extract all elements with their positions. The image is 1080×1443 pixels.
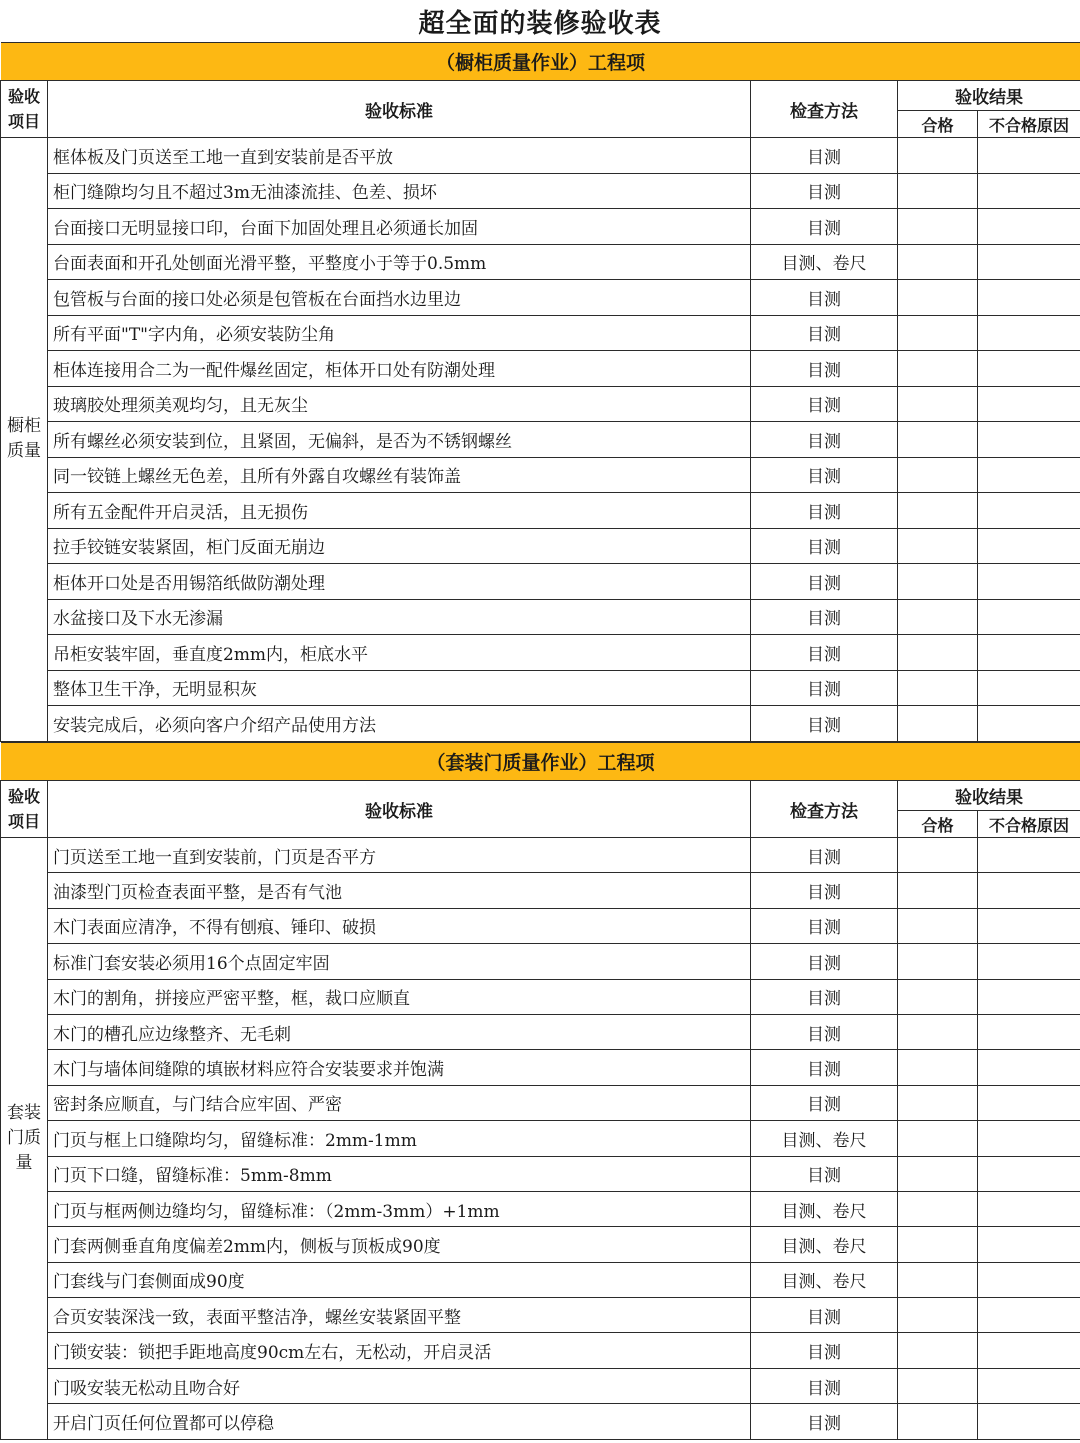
standard-cell: 吊柜安装牢固，垂直度2mm内，柜底水平 bbox=[48, 635, 751, 671]
table-row bbox=[1, 1368, 1080, 1403]
pass-cell[interactable] bbox=[898, 528, 978, 564]
pass-cell[interactable] bbox=[898, 1014, 978, 1049]
table-row bbox=[1, 1227, 1080, 1262]
method-cell: 目测 bbox=[751, 670, 898, 706]
fail-reason-cell[interactable] bbox=[978, 422, 1080, 458]
standard-cell: 门页送至工地一直到安装前，门页是否平方 bbox=[48, 838, 751, 873]
section-band-door: （套装门质量作业）工程项 bbox=[1, 743, 1080, 781]
pass-cell[interactable] bbox=[898, 979, 978, 1014]
table-row bbox=[1, 173, 1080, 209]
standard-cell: 柜体连接用合二为一配件爆丝固定，柜体开口处有防潮处理 bbox=[48, 351, 751, 387]
table-row bbox=[1, 209, 1080, 245]
standard-cell: 木门表面应清净，不得有刨痕、锤印、破损 bbox=[48, 908, 751, 943]
method-cell: 目测 bbox=[751, 979, 898, 1014]
method-column-header: 检查方法 bbox=[751, 81, 898, 138]
fail-reason-cell[interactable] bbox=[978, 1262, 1080, 1297]
method-cell: 目测 bbox=[751, 457, 898, 493]
standard-cell: 台面表面和开孔处刨面光滑平整，平整度小于等于0.5mm bbox=[48, 244, 751, 280]
table-row bbox=[1, 493, 1080, 529]
pass-cell[interactable] bbox=[898, 1050, 978, 1085]
method-cell: 目测 bbox=[751, 1156, 898, 1191]
cabinet-inspection-table bbox=[0, 42, 1080, 742]
standard-cell: 同一铰链上螺丝无色差，且所有外露自攻螺丝有装饰盖 bbox=[48, 457, 751, 493]
method-cell: 目测 bbox=[751, 209, 898, 245]
method-cell: 目测、卷尺 bbox=[751, 1262, 898, 1297]
standard-cell: 拉手铰链安装紧固，柜门反面无崩边 bbox=[48, 528, 751, 564]
standard-cell: 开启门页任何位置都可以停稳 bbox=[48, 1404, 751, 1439]
table-row bbox=[1, 599, 1080, 635]
table-row bbox=[1, 838, 1080, 873]
pass-cell[interactable] bbox=[898, 244, 978, 280]
method-cell: 目测 bbox=[751, 1368, 898, 1403]
standard-cell: 门套两侧垂直角度偏差2mm内，侧板与顶板成90度 bbox=[48, 1227, 751, 1262]
fail-reason-cell[interactable] bbox=[978, 493, 1080, 529]
method-cell: 目测 bbox=[751, 635, 898, 671]
method-cell: 目测 bbox=[751, 138, 898, 174]
pass-cell[interactable] bbox=[898, 457, 978, 493]
fail-reason-cell[interactable] bbox=[978, 351, 1080, 387]
pass-cell[interactable] bbox=[898, 670, 978, 706]
method-cell: 目测 bbox=[751, 493, 898, 529]
table-row bbox=[1, 351, 1080, 387]
table-row bbox=[1, 670, 1080, 706]
standard-cell: 门页与框上口缝隙均匀，留缝标准：2mm-1mm bbox=[48, 1121, 751, 1156]
method-cell: 目测 bbox=[751, 315, 898, 351]
pass-cell[interactable] bbox=[898, 873, 978, 908]
fail-reason-cell[interactable] bbox=[978, 979, 1080, 1014]
fail-reason-cell[interactable] bbox=[978, 1121, 1080, 1156]
section-band-cabinet: （橱柜质量作业）工程项 bbox=[1, 43, 1080, 81]
standard-cell: 框体板及门页送至工地一直到安装前是否平放 bbox=[48, 138, 751, 174]
fail-reason-cell[interactable] bbox=[978, 457, 1080, 493]
fail-reason-cell[interactable] bbox=[978, 138, 1080, 174]
standard-cell: 安装完成后，必须向客户介绍产品使用方法 bbox=[48, 706, 751, 742]
method-cell: 目测、卷尺 bbox=[751, 1191, 898, 1226]
item-category-cell: 橱柜 质量 bbox=[1, 138, 48, 742]
table-row bbox=[1, 1333, 1080, 1368]
table-row bbox=[1, 1262, 1080, 1297]
standard-cell: 门套线与门套侧面成90度 bbox=[48, 1262, 751, 1297]
pass-cell[interactable] bbox=[898, 635, 978, 671]
fail-reason-cell[interactable] bbox=[978, 670, 1080, 706]
pass-cell[interactable] bbox=[898, 173, 978, 209]
table-row bbox=[1, 635, 1080, 671]
fail-reason-cell[interactable] bbox=[978, 1404, 1080, 1439]
method-cell: 目测 bbox=[751, 908, 898, 943]
standard-cell: 门页下口缝，留缝标准：5mm-8mm bbox=[48, 1156, 751, 1191]
method-cell: 目测、卷尺 bbox=[751, 244, 898, 280]
standard-cell: 木门的槽孔应边缘整齐、无毛刺 bbox=[48, 1014, 751, 1049]
standard-cell: 所有平面"T"字内角，必须安装防尘角 bbox=[48, 315, 751, 351]
method-cell: 目测 bbox=[751, 564, 898, 600]
fail-reason-cell[interactable] bbox=[978, 838, 1080, 873]
fail-reason-cell[interactable] bbox=[978, 1156, 1080, 1191]
method-cell: 目测 bbox=[751, 1085, 898, 1120]
pass-cell[interactable] bbox=[898, 1227, 978, 1262]
method-cell: 目测 bbox=[751, 422, 898, 458]
fail-reason-cell[interactable] bbox=[978, 173, 1080, 209]
pass-cell[interactable] bbox=[898, 493, 978, 529]
table-row bbox=[1, 386, 1080, 422]
standard-cell: 柜体开口处是否用锡箔纸做防潮处理 bbox=[48, 564, 751, 600]
fail-reason-cell[interactable] bbox=[978, 873, 1080, 908]
table-row bbox=[1, 908, 1080, 943]
table-row bbox=[1, 315, 1080, 351]
table-row bbox=[1, 1404, 1080, 1439]
fail-reason-cell[interactable] bbox=[978, 599, 1080, 635]
standard-cell: 包管板与台面的接口处必须是包管板在台面挡水边里边 bbox=[48, 280, 751, 316]
standard-cell: 门锁安装：锁把手距地高度90cm左右，无松动，开启灵活 bbox=[48, 1333, 751, 1368]
standard-column-header: 验收标准 bbox=[48, 81, 751, 138]
fail-reason-column-header: 不合格原因 bbox=[978, 111, 1080, 138]
method-cell: 目测 bbox=[751, 528, 898, 564]
pass-cell[interactable] bbox=[898, 838, 978, 873]
method-cell: 目测 bbox=[751, 1404, 898, 1439]
table-row bbox=[1, 1191, 1080, 1226]
standard-cell: 木门的割角，拼接应严密平整，框，裁口应顺直 bbox=[48, 979, 751, 1014]
standard-cell: 所有五金配件开启灵活，且无损伤 bbox=[48, 493, 751, 529]
pass-cell[interactable] bbox=[898, 564, 978, 600]
pass-cell[interactable] bbox=[898, 1121, 978, 1156]
pass-cell[interactable] bbox=[898, 944, 978, 979]
standard-cell: 门吸安装无松动且吻合好 bbox=[48, 1368, 751, 1403]
fail-reason-cell[interactable] bbox=[978, 280, 1080, 316]
method-cell: 目测、卷尺 bbox=[751, 1121, 898, 1156]
standard-cell: 木门与墙体间缝隙的填嵌材料应符合安装要求并饱满 bbox=[48, 1050, 751, 1085]
table-row bbox=[1, 979, 1080, 1014]
item-column-header: 验收 项目 bbox=[1, 781, 48, 838]
pass-cell[interactable] bbox=[898, 706, 978, 742]
pass-cell[interactable] bbox=[898, 1333, 978, 1368]
result-column-header: 验收结果 bbox=[898, 781, 1080, 811]
pass-cell[interactable] bbox=[898, 1085, 978, 1120]
table-row bbox=[1, 138, 1080, 174]
item-column-header: 验收 项目 bbox=[1, 81, 48, 138]
pass-cell[interactable] bbox=[898, 422, 978, 458]
fail-reason-cell[interactable] bbox=[978, 244, 1080, 280]
pass-cell[interactable] bbox=[898, 1298, 978, 1333]
standard-cell: 台面接口无明显接口印，台面下加固处理且必须通长加固 bbox=[48, 209, 751, 245]
pass-cell[interactable] bbox=[898, 1191, 978, 1226]
fail-reason-cell[interactable] bbox=[978, 315, 1080, 351]
method-cell: 目测 bbox=[751, 944, 898, 979]
method-cell: 目测 bbox=[751, 1333, 898, 1368]
item-category-cell: 套装 门质 量 bbox=[1, 838, 48, 1440]
door-inspection-table bbox=[0, 742, 1080, 1440]
pass-column-header: 合格 bbox=[898, 111, 978, 138]
result-column-header: 验收结果 bbox=[898, 81, 1080, 111]
table-row bbox=[1, 244, 1080, 280]
pass-cell[interactable] bbox=[898, 1404, 978, 1439]
fail-reason-cell[interactable] bbox=[978, 1014, 1080, 1049]
pass-cell[interactable] bbox=[898, 315, 978, 351]
standard-cell: 整体卫生干净，无明显积灰 bbox=[48, 670, 751, 706]
table-row bbox=[1, 706, 1080, 742]
pass-column-header: 合格 bbox=[898, 811, 978, 838]
fail-reason-cell[interactable] bbox=[978, 1368, 1080, 1403]
fail-reason-cell[interactable] bbox=[978, 635, 1080, 671]
pass-cell[interactable] bbox=[898, 386, 978, 422]
pass-cell[interactable] bbox=[898, 138, 978, 174]
standard-cell: 门页与框两侧边缝均匀，留缝标准：（2mm-3mm）+1mm bbox=[48, 1191, 751, 1226]
fail-reason-cell[interactable] bbox=[978, 1298, 1080, 1333]
fail-reason-cell[interactable] bbox=[978, 528, 1080, 564]
standard-cell: 柜门缝隙均匀且不超过3m无油漆流挂、色差、损坏 bbox=[48, 173, 751, 209]
table-row bbox=[1, 528, 1080, 564]
pass-cell[interactable] bbox=[898, 1262, 978, 1297]
method-cell: 目测、卷尺 bbox=[751, 1227, 898, 1262]
standard-cell: 标准门套安装必须用16个点固定牢固 bbox=[48, 944, 751, 979]
table-row bbox=[1, 1014, 1080, 1049]
method-column-header: 检查方法 bbox=[751, 781, 898, 838]
table-row bbox=[1, 1085, 1080, 1120]
pass-cell[interactable] bbox=[898, 908, 978, 943]
method-cell: 目测 bbox=[751, 1014, 898, 1049]
fail-reason-cell[interactable] bbox=[978, 386, 1080, 422]
standard-cell: 密封条应顺直，与门结合应牢固、严密 bbox=[48, 1085, 751, 1120]
table-row bbox=[1, 1121, 1080, 1156]
pass-cell[interactable] bbox=[898, 280, 978, 316]
method-cell: 目测 bbox=[751, 706, 898, 742]
table-row bbox=[1, 457, 1080, 493]
method-cell: 目测 bbox=[751, 873, 898, 908]
method-cell: 目测 bbox=[751, 1050, 898, 1085]
method-cell: 目测 bbox=[751, 599, 898, 635]
table-row bbox=[1, 944, 1080, 979]
fail-reason-cell[interactable] bbox=[978, 1050, 1080, 1085]
table-row bbox=[1, 1298, 1080, 1333]
table-row bbox=[1, 564, 1080, 600]
fail-reason-cell[interactable] bbox=[978, 1227, 1080, 1262]
standard-cell: 所有螺丝必须安装到位，且紧固，无偏斜，是否为不锈钢螺丝 bbox=[48, 422, 751, 458]
fail-reason-cell[interactable] bbox=[978, 1191, 1080, 1226]
pass-cell[interactable] bbox=[898, 1368, 978, 1403]
fail-reason-column-header: 不合格原因 bbox=[978, 811, 1080, 838]
fail-reason-cell[interactable] bbox=[978, 564, 1080, 600]
fail-reason-cell[interactable] bbox=[978, 706, 1080, 742]
method-cell: 目测 bbox=[751, 280, 898, 316]
page-title: 超全面的装修验收表 bbox=[418, 8, 662, 39]
standard-column-header: 验收标准 bbox=[48, 781, 751, 838]
table-row bbox=[1, 422, 1080, 458]
method-cell: 目测 bbox=[751, 838, 898, 873]
table-row bbox=[1, 280, 1080, 316]
method-cell: 目测 bbox=[751, 351, 898, 387]
fail-reason-cell[interactable] bbox=[978, 1085, 1080, 1120]
table-row bbox=[1, 1050, 1080, 1085]
standard-cell: 油漆型门页检查表面平整，是否有气池 bbox=[48, 873, 751, 908]
pass-cell[interactable] bbox=[898, 351, 978, 387]
fail-reason-cell[interactable] bbox=[978, 908, 1080, 943]
pass-cell[interactable] bbox=[898, 209, 978, 245]
standard-cell: 玻璃胶处理须美观均匀，且无灰尘 bbox=[48, 386, 751, 422]
table-row bbox=[1, 1156, 1080, 1191]
method-cell: 目测 bbox=[751, 173, 898, 209]
table-row bbox=[1, 873, 1080, 908]
method-cell: 目测 bbox=[751, 1298, 898, 1333]
standard-cell: 水盆接口及下水无渗漏 bbox=[48, 599, 751, 635]
pass-cell[interactable] bbox=[898, 599, 978, 635]
pass-cell[interactable] bbox=[898, 1156, 978, 1191]
method-cell: 目测 bbox=[751, 386, 898, 422]
fail-reason-cell[interactable] bbox=[978, 209, 1080, 245]
fail-reason-cell[interactable] bbox=[978, 944, 1080, 979]
standard-cell: 合页安装深浅一致，表面平整洁净，螺丝安装紧固平整 bbox=[48, 1298, 751, 1333]
fail-reason-cell[interactable] bbox=[978, 1333, 1080, 1368]
